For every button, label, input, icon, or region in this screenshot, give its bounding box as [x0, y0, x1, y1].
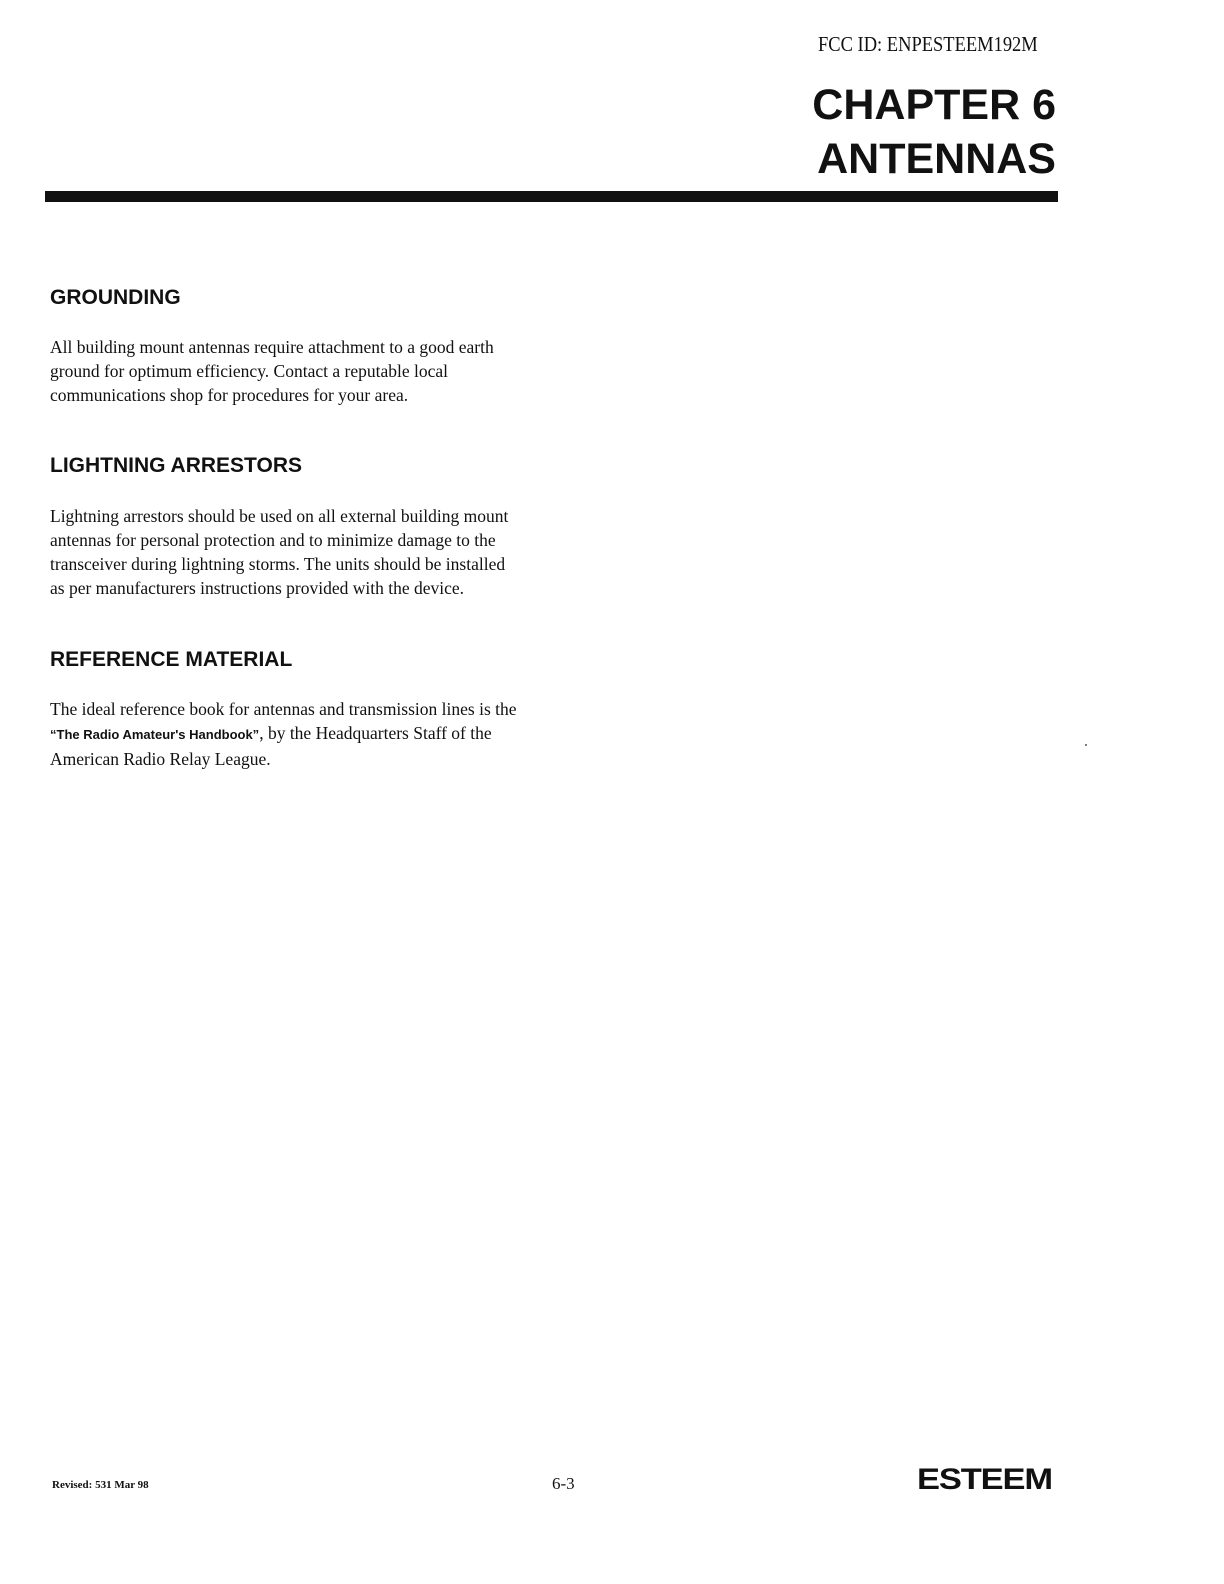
- section-heading-grounding: GROUNDING: [50, 286, 181, 309]
- section-body-reference-material: [50, 697, 520, 771]
- footer-revised: Revised: 531 Mar 98: [52, 1479, 149, 1491]
- chapter-heading: [812, 78, 1056, 186]
- fcc-id: FCC ID: ENPESTEEM192M: [818, 32, 1038, 56]
- reference-text-after: , by the Headquarters Staff of the American Radio Relay League.: [50, 723, 492, 769]
- footer-page-number: 6-3: [552, 1474, 575, 1493]
- chapter-number: CHAPTER 6: [812, 81, 1056, 129]
- reference-text-before: The ideal reference book for antennas and transmission lines is the: [50, 699, 517, 719]
- section-body-grounding: All building mount antennas require attachment to a good earth ground for optimum efficiency. Contact a reputable local communications shop for procedures for your area.: [50, 337, 494, 405]
- reference-book-title: “The Radio Amateur's Handbook”: [50, 727, 260, 742]
- header-rule: [45, 191, 1058, 202]
- section-heading-lightning-arrestors: LIGHTNING ARRESTORS: [50, 454, 303, 477]
- section-heading-reference-material: REFERENCE MATERIAL: [50, 648, 293, 671]
- esteem-logo: ESTEEM: [917, 1463, 1052, 1496]
- chapter-title: ANTENNAS: [817, 135, 1056, 183]
- speck-1: [1085, 744, 1087, 746]
- section-body-lightning-arrestors: Lightning arrestors should be used on all external building mount antennas for personal protection and to minimize damage to the transceiver during lightning storms. The units should be installed as per manufacturers instructions provided with the device.: [50, 506, 509, 598]
